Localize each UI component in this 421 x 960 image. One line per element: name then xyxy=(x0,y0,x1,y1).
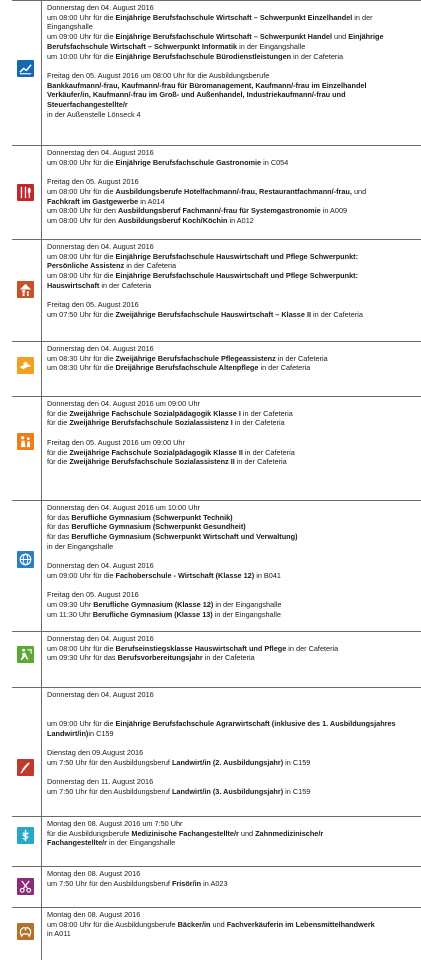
section-text xyxy=(47,869,417,888)
program-name: Bäcker/in xyxy=(177,919,211,929)
section-text xyxy=(47,148,417,226)
schedule-text: in der Cafeteria xyxy=(240,408,293,418)
social-pedagogy-icon xyxy=(17,433,34,450)
schedule-section xyxy=(0,500,421,631)
schedule-text: in C159 xyxy=(88,728,114,738)
schedule-text: um 08:00 Uhr für die xyxy=(47,643,116,653)
program-name: Einjährige xyxy=(348,32,384,42)
program-name: Einjährige Berufsfachschule Agrarwirtschaft (inklusive des 1. Ausbildungsjahres xyxy=(115,719,396,729)
column-divider xyxy=(41,500,42,631)
schedule-line xyxy=(47,561,417,571)
schedule-text: in der Cafeteria xyxy=(202,653,255,663)
program-name: Einjährige Berufsfachschule Hauswirtschaft und Pflege Schwerpunkt: xyxy=(115,251,359,261)
column-divider xyxy=(41,0,42,145)
schedule-line xyxy=(47,532,417,542)
program-name: Einjährige Berufsfachschule Wirtschaft – Schwerpunkt Handel xyxy=(115,32,333,42)
schedule-line xyxy=(47,709,417,719)
schedule-line xyxy=(47,644,417,654)
section-divider xyxy=(12,631,421,632)
program-name: Zweijährige Berufsfachschule Sozialassistenz II xyxy=(69,457,235,467)
program-name: Hauswirtschaft xyxy=(47,280,100,290)
section-divider xyxy=(12,239,421,240)
schedule-text: Freitag den 05. August 2016 um 08:00 Uhr für die Ausbildungsberufe xyxy=(47,70,270,80)
schedule-text: Donnerstag den 04. August 2016 xyxy=(47,3,154,12)
section-divider xyxy=(12,0,421,1)
schedule-text: in der Cafeteria xyxy=(275,353,328,363)
paragraph-gap xyxy=(47,552,417,562)
schedule-text: Donnerstag den 04. August 2016 xyxy=(47,690,154,699)
schedule-line xyxy=(47,920,417,930)
schedule-line xyxy=(47,399,417,409)
schedule-line xyxy=(47,344,417,354)
schedule-text: in der Cafeteria xyxy=(124,261,177,271)
schedule-text: und xyxy=(210,919,227,929)
schedule-line xyxy=(47,52,417,62)
schedule-line xyxy=(47,71,417,81)
schedule-text: in A011 xyxy=(47,929,71,939)
program-name: Berufsfachschule Wirtschaft – Schwerpunkt Informatik xyxy=(47,41,238,51)
schedule-text: in C159 xyxy=(283,757,311,767)
paragraph-gap xyxy=(47,700,417,710)
program-name: Ausbildungsberuf Fachmann/-frau für Systemgastronomie xyxy=(117,206,321,216)
schedule-text: in der Cafeteria xyxy=(291,51,344,61)
section-divider xyxy=(12,866,421,867)
column-divider xyxy=(41,145,42,239)
pre-vocational-icon xyxy=(17,646,34,663)
schedule-line xyxy=(47,542,417,552)
schedule-text: in der Cafeteria xyxy=(232,418,285,428)
schedule-line xyxy=(47,81,417,91)
program-name: Berufliche Gymnasium (Schwerpunkt Technik) xyxy=(71,512,233,522)
schedule-text: um 08:30 Uhr für die xyxy=(47,363,116,373)
program-name: Berufliche Gymnasium (Klasse 13) xyxy=(92,609,213,619)
schedule-line xyxy=(47,513,417,523)
schedule-text: in B041 xyxy=(254,570,281,580)
schedule-text: in der Cafeteria xyxy=(99,280,152,290)
schedule-text: Donnerstag den 04. August 2016 xyxy=(47,634,154,643)
schedule-section xyxy=(0,341,421,396)
program-name: Fachoberschule - Wirtschaft (Klasse 12) xyxy=(115,570,255,580)
schedule-line xyxy=(47,758,417,768)
schedule-text: für das xyxy=(47,532,72,542)
schedule-line xyxy=(47,438,417,448)
schedule-text: in der Cafeteria xyxy=(286,643,339,653)
gastronomy-icon xyxy=(17,184,34,201)
program-name: Verkäufer/in, Kaufmann/-frau im Groß- und Außenhandel, Industriekaufmann/-frau und xyxy=(47,90,346,100)
schedule-text: in A014 xyxy=(138,196,165,206)
section-divider xyxy=(12,687,421,688)
schedule-text: Freitag den 05. August 2016 xyxy=(47,590,139,600)
program-name: Medizinische Fachangestellte/r xyxy=(131,828,239,838)
schedule-line xyxy=(47,590,417,600)
program-name: Einjährige Berufsfachschule Wirtschaft – Schwerpunkt Einzelhandel xyxy=(115,12,353,22)
schedule-text: um 09:30 Uhr xyxy=(47,600,94,609)
schedule-text: Donnerstag den 11. August 2016 xyxy=(47,777,154,787)
program-name: Einjährige Berufsfachschule Hauswirtschaft und Pflege Schwerpunkt: xyxy=(115,271,359,281)
schedule-text: in der Cafeteria xyxy=(234,457,287,467)
schedule-line xyxy=(47,42,417,52)
program-name: Zweijährige Berufsfachschule Hauswirtschaft – Klasse II xyxy=(115,309,312,319)
program-name: Landwirt/in) xyxy=(47,728,89,738)
column-divider xyxy=(41,816,42,866)
program-name: Frisör/in xyxy=(171,878,202,888)
schedule-line xyxy=(47,206,417,216)
schedule-section xyxy=(0,687,421,816)
schedule-line xyxy=(47,177,417,187)
paragraph-gap xyxy=(47,768,417,778)
program-name: Persönliche Assistenz xyxy=(47,261,125,271)
schedule-text: um 7:50 Uhr für den Ausbildungsberuf xyxy=(47,786,172,796)
schedule-line xyxy=(47,879,417,889)
schedule-text: um 08:00 Uhr für die xyxy=(47,157,116,167)
schedule-line xyxy=(47,252,417,262)
program-name: Landwirt/in (2. Ausbildungsjahr) xyxy=(171,757,284,767)
schedule-line xyxy=(47,634,417,644)
program-name: Berufliche Gymnasium (Schwerpunkt Wirtschaft und Verwaltung) xyxy=(71,532,298,542)
schedule-text: für die xyxy=(47,457,70,467)
schedule-text: in der Eingangshalle xyxy=(212,609,281,619)
care-icon xyxy=(17,357,34,374)
schedule-text: und xyxy=(351,186,367,196)
hairdresser-icon xyxy=(17,878,34,895)
section-divider xyxy=(12,816,421,817)
schedule-section xyxy=(0,631,421,687)
schedule-text: in der Cafeteria xyxy=(258,363,311,373)
schedule-line xyxy=(47,242,417,252)
schedule-text: um 08:00 Uhr für die xyxy=(47,271,116,281)
schedule-line xyxy=(47,281,417,291)
schedule-text: Montag den 08. August 2016 xyxy=(47,869,141,878)
section-text xyxy=(47,3,417,119)
schedule-text: um 07:50 Uhr für die xyxy=(47,309,116,319)
medical-icon xyxy=(17,827,34,844)
schedule-line xyxy=(47,929,417,939)
program-name: Fachverkäuferin im Lebensmittelhandwerk xyxy=(226,919,375,929)
schedule-text: für die xyxy=(47,418,70,428)
schedule-section xyxy=(0,907,421,960)
schedule-text: um 7:50 Uhr für den Ausbildungsberuf xyxy=(47,757,172,767)
section-text xyxy=(47,819,417,848)
schedule-section xyxy=(0,816,421,866)
schedule-line xyxy=(47,610,417,620)
schedule-line xyxy=(47,653,417,663)
schedule-text: um 08:00 Uhr für die xyxy=(47,251,116,261)
business-icon xyxy=(17,60,34,77)
schedule-text: um 09:00 Uhr für die xyxy=(47,719,116,729)
program-name: Fachkraft im Gastgewerbe xyxy=(47,196,139,206)
schedule-line xyxy=(47,719,417,729)
program-name: Berufliche Gymnasium (Klasse 12) xyxy=(93,600,214,609)
schedule-text: um 08:00 Uhr für die xyxy=(47,186,116,196)
schedule-line xyxy=(47,571,417,581)
agriculture-icon xyxy=(17,759,34,776)
schedule-line xyxy=(47,363,417,373)
schedule-text: für die xyxy=(47,447,70,457)
program-name: Berufseinstiegsklasse Hauswirtschaft und Pflege xyxy=(115,643,287,653)
program-name: Zahnmedizinische/r xyxy=(255,828,324,838)
schedule-line xyxy=(47,110,417,120)
schedule-line xyxy=(47,197,417,207)
schedule-text: und xyxy=(332,32,349,42)
section-text xyxy=(47,399,417,467)
schedule-text: in der Eingangshalle xyxy=(47,541,114,551)
program-name: Einjährige Berufsfachschule Bürodienstleistungen xyxy=(115,51,292,61)
schedule-line xyxy=(47,158,417,168)
schedule-line xyxy=(47,13,417,23)
section-text xyxy=(47,910,417,939)
schedule-text: Freitag den 05. August 2016 um 09:00 Uhr xyxy=(47,437,185,447)
program-name: Fachangestellte/r xyxy=(47,838,108,848)
schedule-text: in C054 xyxy=(261,157,289,167)
schedule-section xyxy=(0,145,421,239)
program-name: Zweijährige Berufsfachschule Pflegeassistenz xyxy=(115,353,276,363)
schedule-line xyxy=(47,261,417,271)
schedule-line xyxy=(47,869,417,879)
schedule-text: in der Eingangshalle xyxy=(107,838,176,848)
schedule-text: um 08:00 Uhr für den xyxy=(47,215,118,225)
schedule-text: Eingangshalle xyxy=(47,22,93,32)
schedule-section xyxy=(0,239,421,341)
schedule-text: Donnerstag den 04. August 2016 xyxy=(47,344,154,353)
schedule-line xyxy=(47,838,417,848)
paragraph-gap xyxy=(47,61,417,71)
schedule-text: für die xyxy=(47,408,70,418)
section-text xyxy=(47,344,417,373)
schedule-line xyxy=(47,216,417,226)
schedule-line xyxy=(47,522,417,532)
schedule-text: in der xyxy=(352,12,373,22)
schedule-text: Dienstag den 09.August 2016 xyxy=(47,748,144,758)
schedule-text: um 08:30 Uhr für die xyxy=(47,353,116,363)
schedule-line xyxy=(47,729,417,739)
schedule-text: Freitag den 05. August 2016 xyxy=(47,300,139,310)
schedule-text: in der Cafeteria xyxy=(311,309,363,319)
schedule-text: um 7:50 Uhr für den Ausbildungsberuf xyxy=(47,878,172,888)
column-divider xyxy=(41,341,42,396)
section-text xyxy=(47,503,417,619)
section-text xyxy=(47,690,417,797)
schedule-line xyxy=(47,3,417,13)
schedule-line xyxy=(47,787,417,797)
schedule-line xyxy=(47,600,417,610)
section-divider xyxy=(12,341,421,342)
column-divider xyxy=(41,907,42,960)
section-divider xyxy=(12,500,421,501)
schedule-line xyxy=(47,457,417,467)
schedule-text: um 08:00 Uhr für die xyxy=(47,12,116,22)
schedule-line xyxy=(47,32,417,42)
schedule-line xyxy=(47,829,417,839)
column-divider xyxy=(41,396,42,500)
schedule-text: in A012 xyxy=(227,215,254,225)
schedule-text: um 11:30 Uhr xyxy=(47,609,93,619)
schedule-text: Donnerstag den 04. August 2016 xyxy=(47,242,154,251)
schedule-text: in C159 xyxy=(283,786,311,796)
column-divider xyxy=(41,631,42,687)
schedule-text: Montag den 08. August 2016 xyxy=(47,910,141,919)
schedule-line xyxy=(47,22,417,32)
schedule-text: um 09:30 Uhr für das xyxy=(47,653,118,663)
schedule-line xyxy=(47,690,417,700)
schedule-text: um 08:00 Uhr für die Ausbildungsberufe xyxy=(47,919,178,929)
schedule-text: Donnerstag den 04. August 2016 um 09:00 Uhr xyxy=(47,399,200,408)
schedule-text: um 10:00 Uhr für die xyxy=(47,51,116,61)
home-economics-icon xyxy=(17,281,34,298)
program-name: Zweijährige Fachschule Sozialpädagogik Klasse I xyxy=(69,408,241,418)
program-name: Ausbildungsberuf Koch/Köchin xyxy=(117,215,228,225)
schedule-text: Donnerstag den 04. August 2016 xyxy=(47,561,154,571)
program-name: Berufliche Gymnasium (Schwerpunkt Gesundheit) xyxy=(71,522,246,532)
schedule-text: für das xyxy=(47,522,72,532)
schedule-text: in der Cafeteria xyxy=(242,447,295,457)
schedule-line xyxy=(47,748,417,758)
schedule-line xyxy=(47,503,417,513)
program-name: Zweijährige Berufsfachschule Sozialassistenz I xyxy=(69,418,233,428)
schedule-section xyxy=(0,0,421,145)
bakery-icon xyxy=(17,923,34,940)
schedule-text: um 09:00 Uhr für die xyxy=(47,32,116,42)
schedule-text: in A009 xyxy=(320,206,348,216)
schedule-text: Montag den 08. August 2016 um 7:50 Uhr xyxy=(47,819,183,828)
schedule-line xyxy=(47,90,417,100)
schedule-line xyxy=(47,819,417,829)
schedule-line xyxy=(47,300,417,310)
schedule-text: in der Eingangshalle xyxy=(213,600,282,609)
schedule-line xyxy=(47,354,417,364)
schedule-text: für die Ausbildungsberufe xyxy=(47,828,132,838)
schedule-text: in der Eingangshalle xyxy=(237,41,306,51)
schedule-text: für das xyxy=(47,512,72,522)
schedule-section xyxy=(0,866,421,907)
column-divider xyxy=(41,866,42,907)
schedule-line xyxy=(47,409,417,419)
schedule-line xyxy=(47,187,417,197)
schedule-text: Donnerstag den 04. August 2016 xyxy=(47,148,154,157)
section-divider xyxy=(12,396,421,397)
program-name: Dreijährige Berufsfachschule Altenpflege xyxy=(115,363,259,373)
schedule-text: in der Außenstelle Lönseck 4 xyxy=(47,109,141,119)
section-text xyxy=(47,634,417,663)
column-divider xyxy=(41,239,42,341)
paragraph-gap xyxy=(47,581,417,591)
paragraph-gap xyxy=(47,291,417,301)
schedule-text: um 08:00 Uhr für den xyxy=(47,206,118,216)
schedule-line xyxy=(47,148,417,158)
paragraph-gap xyxy=(47,167,417,177)
schedule-line xyxy=(47,100,417,110)
paragraph-gap xyxy=(47,738,417,748)
program-name: Bankkaufmann/-frau, Kaufmann/-frau für Büromanagement, Kaufmann/-frau im Einzelhandel xyxy=(47,80,367,90)
program-name: Ausbildungsberufe Hotelfachmann/-frau, Restaurantfachmann/-frau, xyxy=(115,186,352,196)
schedule-section xyxy=(0,396,421,500)
program-name: Berufsvorbereitungsjahr xyxy=(117,653,203,663)
column-divider xyxy=(41,687,42,816)
program-name: Einjährige Berufsfachschule Gastronomie xyxy=(115,157,262,167)
schedule-text: und xyxy=(238,828,256,838)
schedule-text: Donnerstag den 04. August 2016 um 10:00 Uhr xyxy=(47,503,200,512)
schedule-text: in A023 xyxy=(201,878,228,888)
schedule-line xyxy=(47,910,417,920)
schedule-line xyxy=(47,271,417,281)
schedule-line xyxy=(47,310,417,320)
section-divider xyxy=(12,907,421,908)
section-text xyxy=(47,242,417,320)
schedule-text: Freitag den 05. August 2016 xyxy=(47,177,139,187)
program-name: Steuerfachangestellte/r xyxy=(47,100,128,110)
schedule-line xyxy=(47,448,417,458)
paragraph-gap xyxy=(47,428,417,438)
gymnasium-icon xyxy=(17,551,34,568)
program-name: Landwirt/in (3. Ausbildungsjahr) xyxy=(171,786,284,796)
schedule-line xyxy=(47,418,417,428)
schedule-line xyxy=(47,777,417,787)
section-divider xyxy=(12,145,421,146)
program-name: Zweijährige Fachschule Sozialpädagogik Klasse II xyxy=(69,447,243,457)
schedule-text: um 09:00 Uhr für die xyxy=(47,570,116,580)
